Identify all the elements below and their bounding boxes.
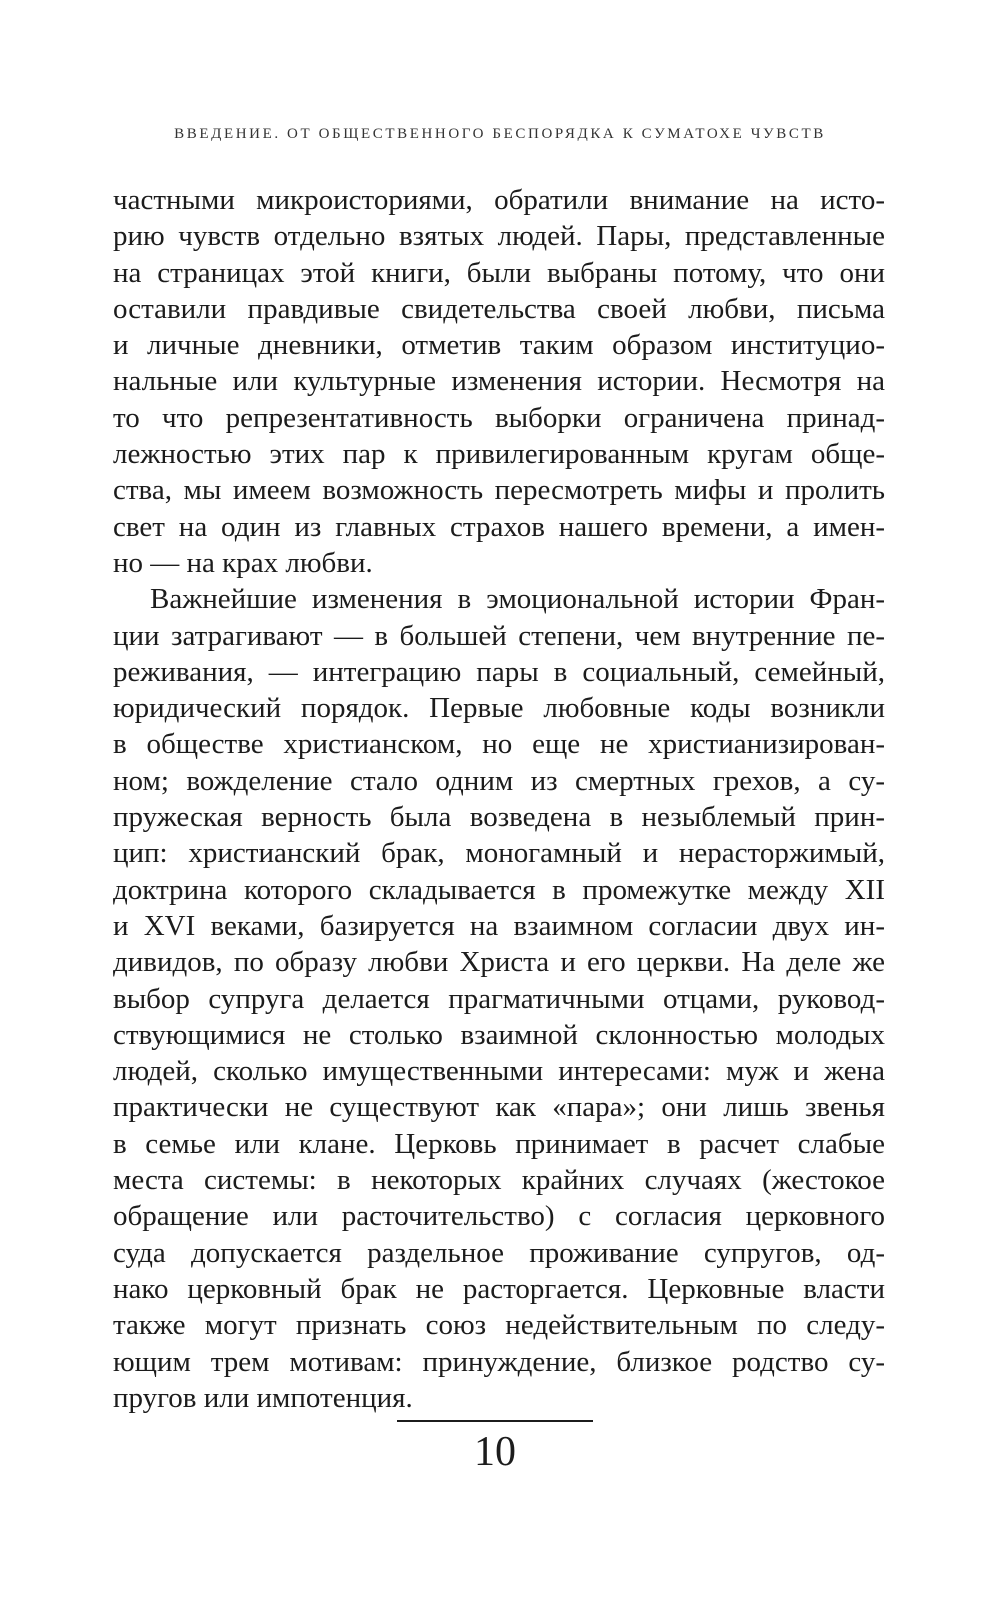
text-line: ства, мы имеем возможность пересмотреть мифы и пролить xyxy=(113,474,885,507)
text-line: обращение или расточительство) с согласия церковного xyxy=(113,1200,885,1233)
running-head: ВВЕДЕНИЕ. ОТ ОБЩЕСТВЕННОГО БЕСПОРЯДКА К СУМАТОХЕ ЧУВСТВ xyxy=(174,126,826,142)
text-line: лежностью этих пар к привилегированным кругам обще- xyxy=(113,438,885,471)
text-line: реживания, — интеграцию пары в социальный, семейный, xyxy=(113,655,885,688)
text-line: места системы: в некоторых крайних случаях (жестокое xyxy=(113,1164,885,1197)
text-line: выбор супруга делается прагматичными отцами, руковод- xyxy=(113,982,885,1015)
text-line: оставили правдивые свидетельства своей любви, письма xyxy=(113,292,885,325)
paragraph-1 xyxy=(113,182,885,581)
text-line: нальные или культурные изменения истории. Несмотря на xyxy=(113,365,885,398)
paragraph-2 xyxy=(113,581,885,1416)
text-line: свет на один из главных страхов нашего времени, а имен- xyxy=(113,510,885,543)
text-line: ном; вожделение стало одним из смертных грехов, а су- xyxy=(113,764,885,797)
text-line: практически не существуют как «пара»; они лишь звенья xyxy=(113,1091,885,1124)
text-line: также могут признать союз недействительным по следу- xyxy=(113,1309,885,1342)
text-line: на страницах этой книги, были выбраны потому, что они xyxy=(113,256,885,289)
text-line: юридический порядок. Первые любовные коды возникли xyxy=(113,692,885,725)
text-line: пружеская верность была возведена в незыблемый прин- xyxy=(113,801,885,834)
text-line: доктрина которого складывается в промежутке между XII xyxy=(113,873,885,906)
text-line: и XVI веками, базируется на взаимном согласии двух ин- xyxy=(113,909,885,942)
text-line: цип: христианский брак, моногамный и нерасторжимый, xyxy=(113,837,885,870)
text-line: в обществе христианском, но еще не христианизирован- xyxy=(113,728,885,761)
text-line: ствующимися не столько взаимной склонностью молодых xyxy=(113,1018,885,1051)
text-line: людей, сколько имущественными интересами: муж и жена xyxy=(113,1055,885,1088)
folio-rule xyxy=(397,1420,593,1422)
text-line: дивидов, по образу любви Христа и его церкви. На деле же xyxy=(113,946,885,979)
text-line: пругов или импотенция. xyxy=(113,1381,413,1414)
text-line: нако церковный брак не расторгается. Церковные власти xyxy=(113,1272,885,1305)
text-line: то что репрезентативность выборки ограничена принад- xyxy=(113,401,885,434)
text-line: частными микроисториями, обратили внимание на исто- xyxy=(113,184,885,216)
text-line: и личные дневники, отметив таким образом институцио- xyxy=(113,329,885,362)
page-number: 10 xyxy=(474,1429,516,1475)
text-line: ции затрагивают — в большей степени, чем внутренние пе- xyxy=(113,619,885,652)
text-line: Важнейшие изменения в эмоциональной истории Фран- xyxy=(150,583,885,616)
body-text xyxy=(113,182,885,1416)
text-line: суда допускается раздельное проживание супругов, од- xyxy=(113,1236,885,1269)
text-line: в семье или клане. Церковь принимает в расчет слабые xyxy=(113,1127,885,1160)
text-line: рию чувств отдельно взятых людей. Пары, представленные xyxy=(113,220,885,253)
text-line: ющим трем мотивам: принуждение, близкое родство су- xyxy=(113,1345,885,1378)
text-line: но — на крах любви. xyxy=(113,546,373,579)
